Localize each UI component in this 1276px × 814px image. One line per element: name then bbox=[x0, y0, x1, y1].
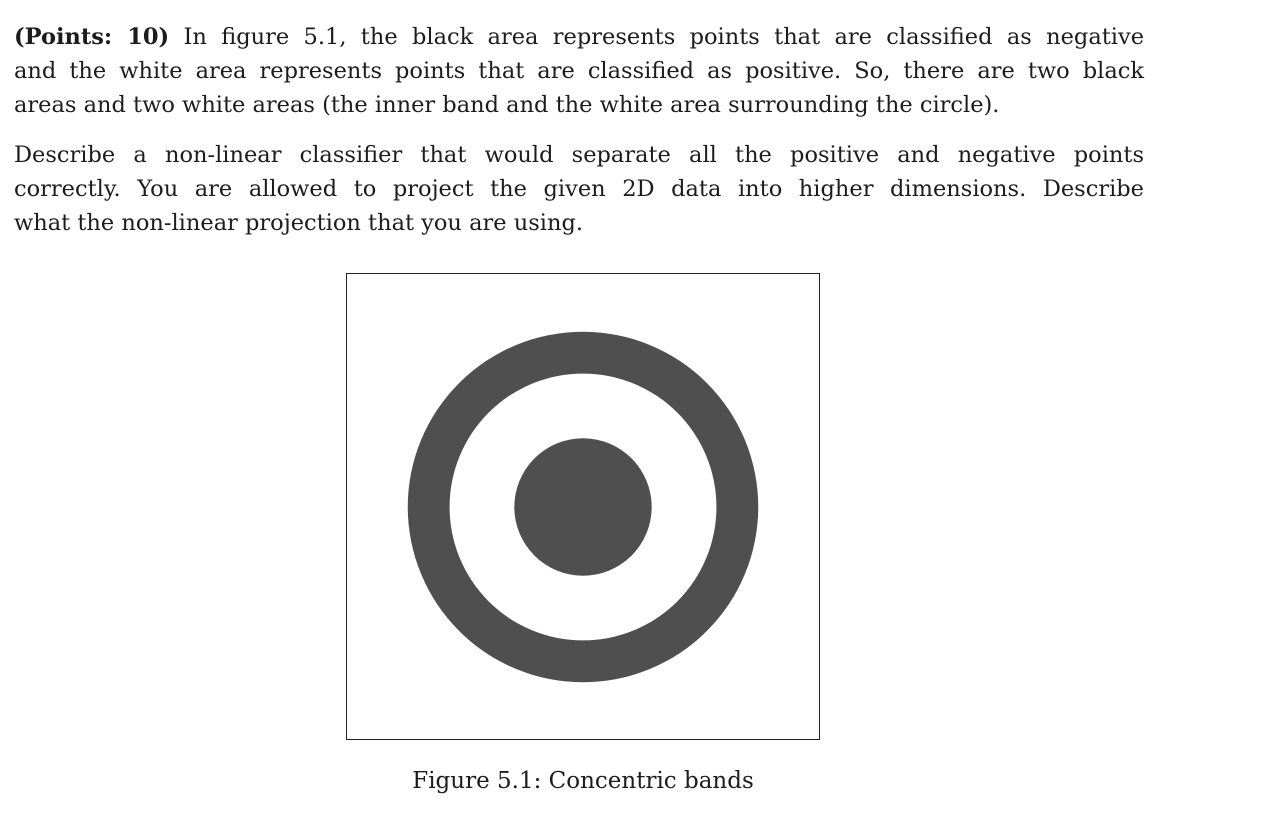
inner-black-disc bbox=[514, 438, 651, 575]
concentric-bands-figure bbox=[346, 273, 820, 740]
paragraph-1-line-1: (Points: 10) In figure 5.1, the black area represents points that are classified as negative bbox=[14, 24, 1145, 50]
paragraph-2-line-3: what the non-linear projection that you are using. bbox=[14, 210, 583, 236]
concentric-bands-plot bbox=[347, 274, 819, 739]
figure-caption: Figure 5.1: Concentric bands bbox=[412, 768, 754, 794]
paragraph-2-line-2: correctly. You are allowed to project the given 2D data into higher dimensions. Describe bbox=[14, 176, 1144, 202]
question-paragraph-1 bbox=[14, 20, 1144, 122]
paragraph-2-line-1: Describe a non-linear classifier that would separate all the positive and negative points bbox=[14, 142, 1144, 168]
paragraph-1-line-3: areas and two white areas (the inner band and the white area surrounding the circle). bbox=[14, 92, 1000, 118]
paragraph-1-line-2: and the white area represents points that are classified as positive. So, there are two black bbox=[14, 58, 1144, 84]
points-label: (Points: 10) bbox=[14, 24, 170, 50]
question-paragraph-2 bbox=[14, 138, 1144, 240]
